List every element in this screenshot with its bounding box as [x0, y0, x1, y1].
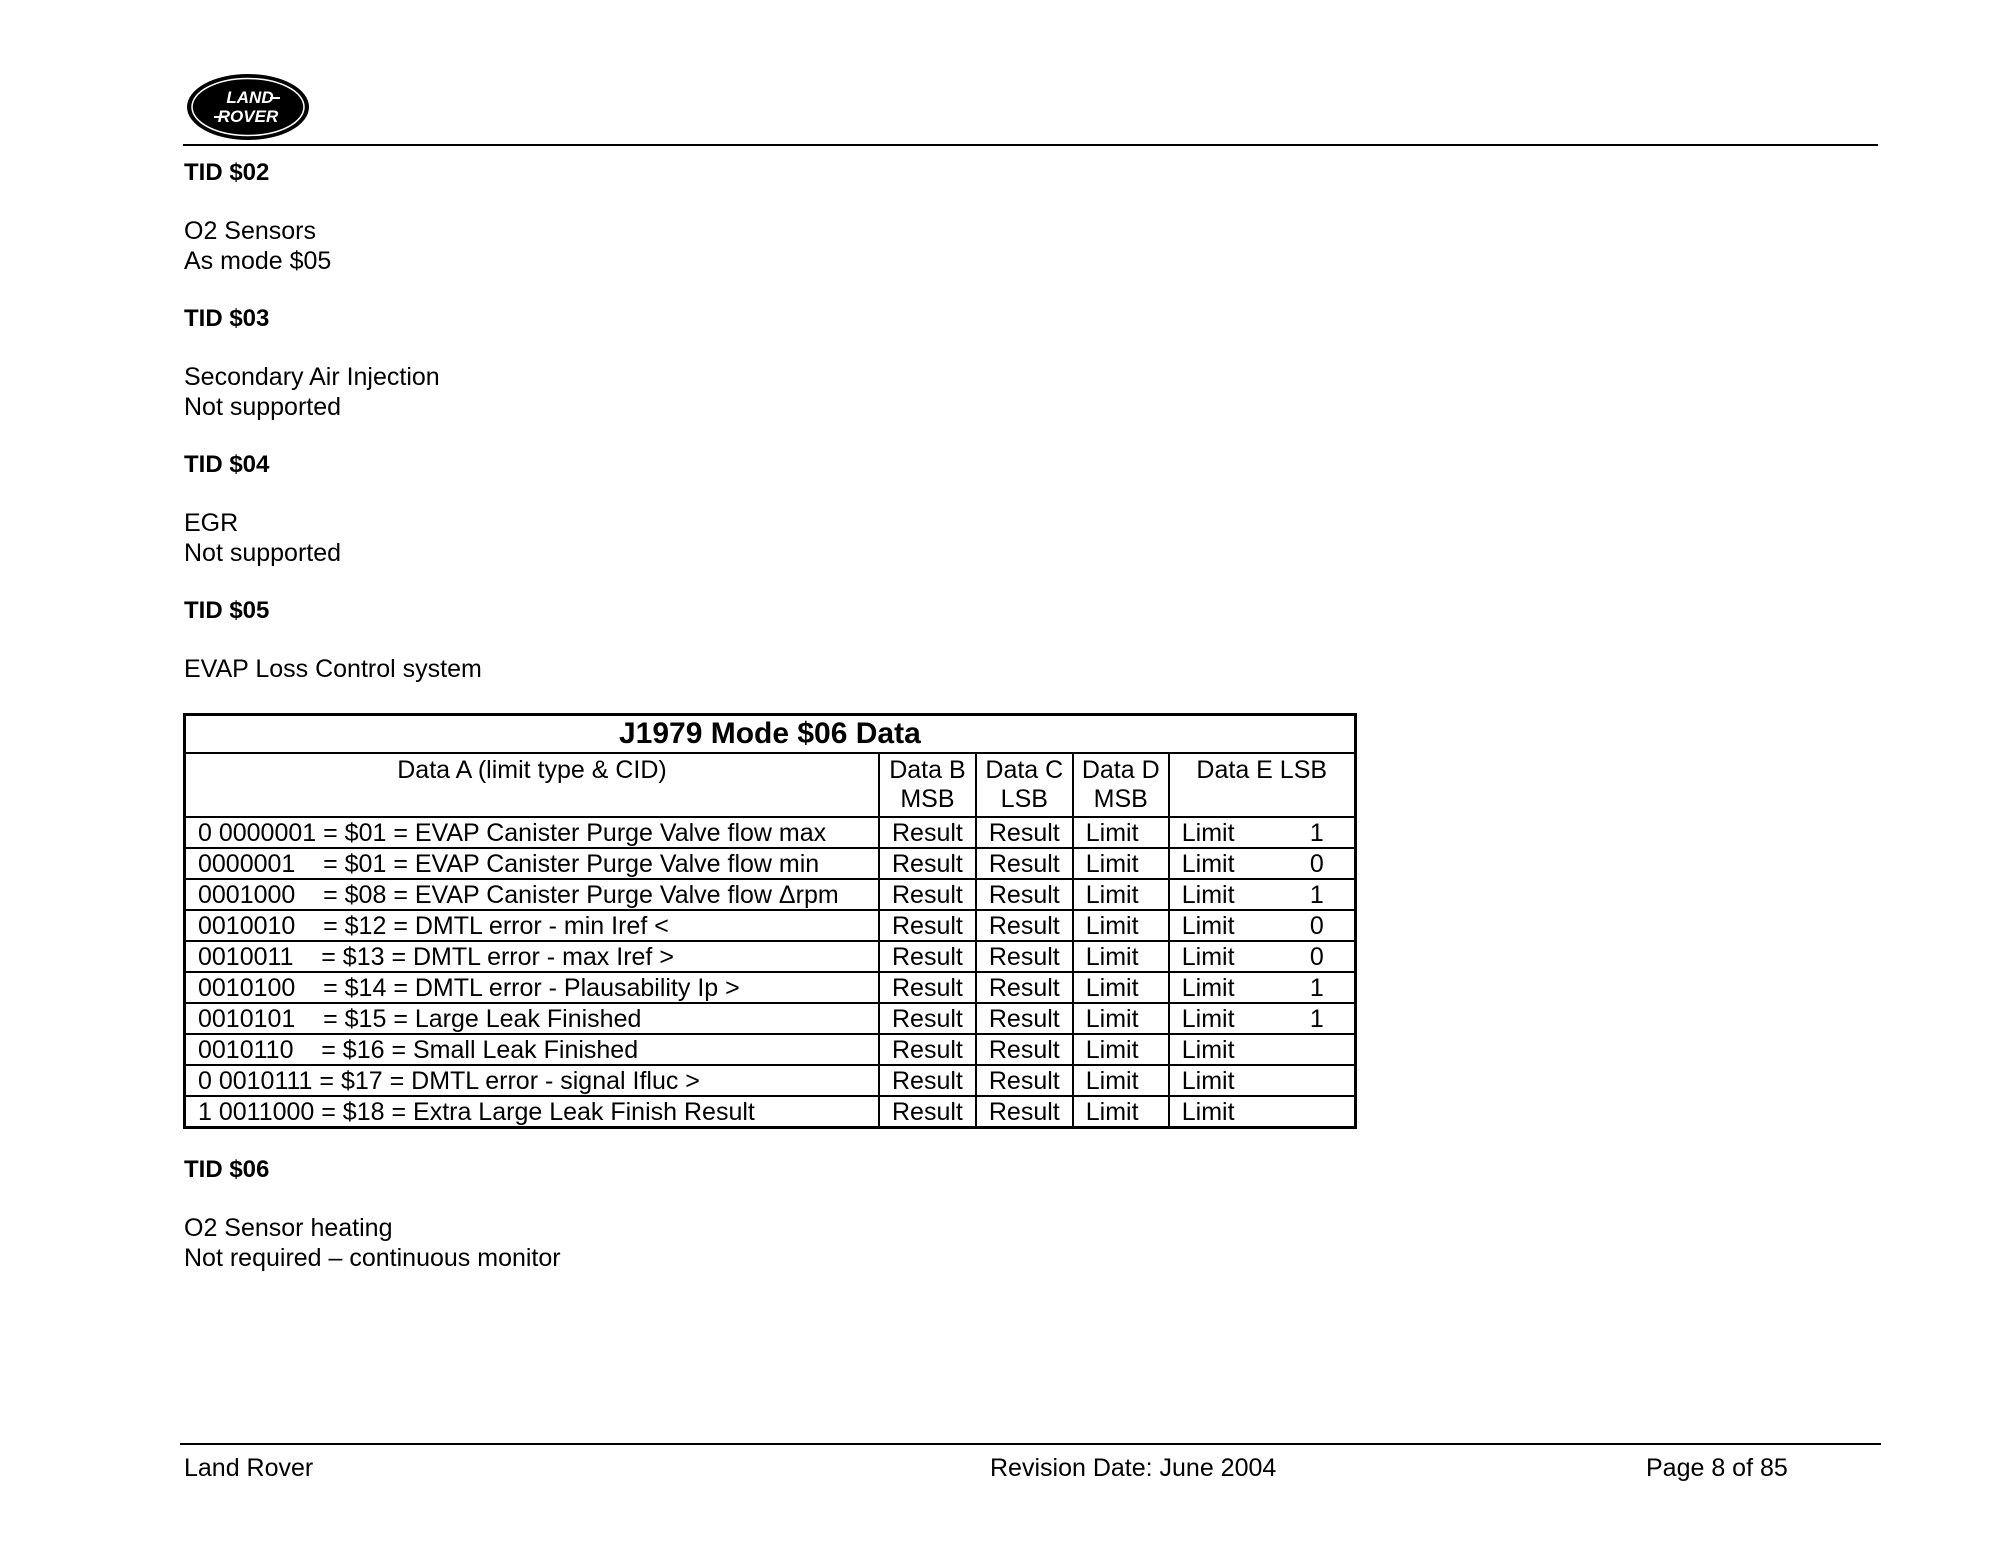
section-tid-02 — [184, 158, 1884, 304]
cell-data-e-flag: 0 — [1309, 942, 1324, 971]
cell-data-e — [1169, 817, 1356, 848]
cell-data-b: Result — [879, 817, 976, 848]
cell-data-e — [1169, 1065, 1356, 1096]
section-heading: TID $02 — [184, 159, 270, 186]
cell-data-e-value: Limit — [1181, 880, 1235, 909]
table-row — [185, 879, 1356, 910]
cell-data-b: Result — [879, 1065, 976, 1096]
cell-data-d: Limit — [1073, 817, 1169, 848]
table-row — [185, 910, 1356, 941]
section-line: EVAP Loss Control system — [184, 655, 482, 683]
cell-data-d: Limit — [1073, 848, 1169, 879]
cell-data-c: Result — [976, 879, 1073, 910]
logo-text-land: LAND — [226, 88, 274, 107]
cell-data-c: Result — [976, 1096, 1073, 1128]
header-data-d — [1073, 753, 1169, 817]
section-heading: TID $04 — [184, 451, 270, 478]
cell-data-e-flag: 1 — [1309, 818, 1324, 847]
cell-data-a: 0001000 = $08 = EVAP Canister Purge Valve flow Δrpm — [185, 879, 880, 910]
cell-data-e-value: Limit — [1181, 849, 1235, 878]
cell-data-b: Result — [879, 1034, 976, 1065]
section-line: As mode $05 — [184, 247, 332, 275]
section-line: Not supported — [184, 393, 342, 421]
header-data-c-line2: LSB — [1000, 785, 1048, 813]
cell-data-e — [1169, 1034, 1356, 1065]
section-line: O2 Sensors — [184, 217, 317, 245]
table-row — [185, 972, 1356, 1003]
cell-data-e-value: Limit — [1181, 911, 1235, 940]
section-line: Not required – continuous monitor — [184, 1244, 561, 1272]
footer-rule — [180, 1443, 1881, 1445]
header-data-b-line1: Data B — [889, 756, 966, 784]
header-data-a: Data A (limit type & CID) — [185, 753, 880, 817]
cell-data-e — [1169, 972, 1356, 1003]
cell-data-e — [1169, 1096, 1356, 1128]
cell-data-e-flag: 0 — [1309, 849, 1324, 878]
header-data-b — [879, 753, 976, 817]
section-line: Secondary Air Injection — [184, 363, 440, 391]
footer-revision-date: Revision Date: June 2004 — [990, 1454, 1277, 1482]
cell-data-c: Result — [976, 848, 1073, 879]
table-row — [185, 848, 1356, 879]
cell-data-c: Result — [976, 910, 1073, 941]
section-heading: TID $05 — [184, 597, 270, 624]
cell-data-a: 0 0010111 = $17 = DMTL error - signal Ifluc > — [185, 1065, 880, 1096]
cell-data-d: Limit — [1073, 1034, 1169, 1065]
cell-data-a: 0010101 = $15 = Large Leak Finished — [185, 1003, 880, 1034]
cell-data-c: Result — [976, 972, 1073, 1003]
cell-data-d: Limit — [1073, 941, 1169, 972]
section-tid-04 — [184, 450, 1884, 596]
cell-data-d: Limit — [1073, 1065, 1169, 1096]
cell-data-b: Result — [879, 941, 976, 972]
cell-data-b: Result — [879, 972, 976, 1003]
cell-data-b: Result — [879, 848, 976, 879]
section-tid-05 — [184, 596, 1884, 684]
section-heading: TID $03 — [184, 305, 270, 332]
cell-data-c: Result — [976, 941, 1073, 972]
header-data-b-line2: MSB — [900, 785, 955, 813]
section-line: O2 Sensor heating — [184, 1214, 393, 1242]
section-tid-03 — [184, 304, 1884, 450]
logo-text-rover: ROVER — [217, 107, 279, 126]
header-data-c — [976, 753, 1073, 817]
header-data-c-line1: Data C — [985, 756, 1064, 784]
footer-company: Land Rover — [184, 1454, 314, 1482]
cell-data-e-value: Limit — [1181, 973, 1235, 1002]
cell-data-c: Result — [976, 1034, 1073, 1065]
cell-data-d: Limit — [1073, 1003, 1169, 1034]
document-body — [184, 158, 1884, 684]
header-rule — [183, 144, 1878, 146]
cell-data-e-flag: 0 — [1309, 911, 1324, 940]
cell-data-e-flag: 1 — [1309, 880, 1324, 909]
cell-data-e-value: Limit — [1181, 1035, 1235, 1064]
cell-data-e-flag: 1 — [1309, 973, 1324, 1002]
cell-data-e — [1169, 910, 1356, 941]
table-row — [185, 1065, 1356, 1096]
cell-data-a: 0 0000001 = $01 = EVAP Canister Purge Valve flow max — [185, 817, 880, 848]
cell-data-e-value: Limit — [1181, 1066, 1235, 1095]
cell-data-e-value: Limit — [1181, 942, 1235, 971]
section-line: Not supported — [184, 539, 342, 567]
cell-data-e — [1169, 848, 1356, 879]
cell-data-d: Limit — [1073, 910, 1169, 941]
mode-06-data-table — [183, 713, 1357, 1129]
cell-data-e — [1169, 1003, 1356, 1034]
table-row — [185, 941, 1356, 972]
cell-data-d: Limit — [1073, 972, 1169, 1003]
cell-data-b: Result — [879, 879, 976, 910]
table-row — [185, 817, 1356, 848]
section-heading: TID $06 — [184, 1156, 270, 1183]
section-line: EGR — [184, 509, 239, 537]
cell-data-e-value: Limit — [1181, 1004, 1235, 1033]
cell-data-a: 1 0011000 = $18 = Extra Large Leak Finish Result — [185, 1096, 880, 1128]
cell-data-a: 0010110 = $16 = Small Leak Finished — [185, 1034, 880, 1065]
cell-data-b: Result — [879, 1003, 976, 1034]
cell-data-d: Limit — [1073, 879, 1169, 910]
cell-data-a: 0010011 = $13 = DMTL error - max Iref > — [185, 941, 880, 972]
cell-data-e-value: Limit — [1181, 818, 1235, 847]
table-row — [185, 1034, 1356, 1065]
cell-data-b: Result — [879, 910, 976, 941]
cell-data-e — [1169, 941, 1356, 972]
cell-data-a: 0010100 = $14 = DMTL error - Plausability Ip > — [185, 972, 880, 1003]
cell-data-e-flag: 1 — [1309, 1004, 1324, 1033]
table-row — [185, 1003, 1356, 1034]
cell-data-a: 0000001 = $01 = EVAP Canister Purge Valve flow min — [185, 848, 880, 879]
section-tid-06 — [184, 1155, 561, 1273]
cell-data-a: 0010010 = $12 = DMTL error - min Iref < — [185, 910, 880, 941]
cell-data-e-value: Limit — [1181, 1097, 1235, 1126]
table-title: J1979 Mode $06 Data — [185, 715, 1356, 754]
cell-data-d: Limit — [1073, 1096, 1169, 1128]
cell-data-b: Result — [879, 1096, 976, 1128]
land-rover-logo — [186, 73, 310, 141]
header-data-e: Data E LSB — [1169, 753, 1356, 817]
cell-data-e — [1169, 879, 1356, 910]
cell-data-c: Result — [976, 1003, 1073, 1034]
cell-data-c: Result — [976, 1065, 1073, 1096]
footer-page-number: Page 8 of 85 — [1646, 1454, 1788, 1482]
header-data-d-line2: MSB — [1093, 785, 1148, 813]
table-row — [185, 1096, 1356, 1128]
header-data-d-line1: Data D — [1081, 756, 1160, 784]
table-header-row — [185, 753, 1356, 817]
cell-data-c: Result — [976, 817, 1073, 848]
